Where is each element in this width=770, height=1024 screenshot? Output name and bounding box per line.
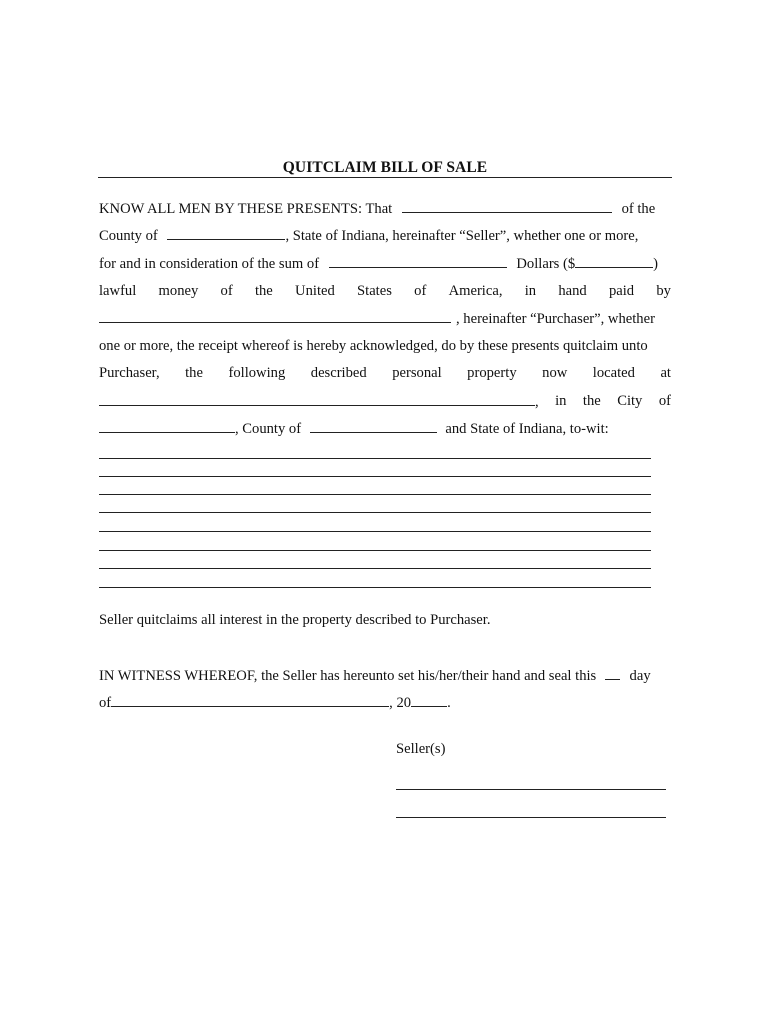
para1-line2 [99, 226, 671, 245]
para1-line6 [99, 337, 671, 355]
property-county-blank[interactable] [310, 419, 437, 433]
county-of-2-text: , County of [235, 421, 302, 437]
word-now: now [542, 365, 568, 381]
of-the-text: of the [621, 201, 656, 217]
description-line-8[interactable] [99, 587, 651, 588]
word-located: located [592, 365, 635, 381]
location-comma: , [535, 394, 539, 410]
para1-line8 [99, 392, 671, 411]
purchaser-name-blank[interactable] [99, 309, 451, 323]
word-following: following [228, 365, 286, 381]
witness-line1 [99, 666, 671, 685]
description-line-6[interactable] [99, 550, 651, 551]
day-text: day [629, 668, 651, 684]
state-of-indiana-seller-text: , State of Indiana, hereinafter “Seller”, whether one or more, [285, 228, 639, 244]
word-the: the [254, 283, 273, 299]
para1-line9 [99, 419, 671, 438]
sum-words-blank[interactable] [329, 254, 507, 268]
close-paren-text: ) [653, 256, 659, 272]
title-rule [98, 177, 672, 178]
year-blank[interactable] [411, 693, 447, 707]
word-money: money [158, 283, 199, 299]
in-witness-text: IN WITNESS WHEREOF, the Seller has hereunto set his/her/their hand and seal this [99, 668, 597, 684]
para1-line1 [99, 199, 671, 218]
word-of: of [220, 283, 233, 299]
description-line-5[interactable] [99, 531, 651, 532]
seller-statement: Seller quitclaims all interest in the property described to Purchaser. [99, 612, 491, 628]
year-prefix-text: , 20 [389, 695, 412, 711]
of-text: of [99, 695, 112, 711]
word-states: States [357, 283, 392, 299]
word-at: at [660, 365, 671, 381]
word-in-2: in [555, 393, 567, 409]
state-to-wit-text: and State of Indiana, to-wit: [445, 421, 609, 437]
description-line-1[interactable] [99, 458, 651, 459]
para1-line4 [99, 282, 671, 300]
description-line-3[interactable] [99, 494, 651, 495]
para1-line5 [99, 309, 671, 328]
seller-label: Seller(s) [396, 741, 446, 757]
receipt-acknowledged-text: one or more, the receipt whereof is hereby acknowledged, do by these presents quitclaim unto [99, 338, 648, 354]
para1-line7 [99, 364, 671, 382]
word-purchaser: Purchaser, [99, 365, 160, 381]
word-paid: paid [608, 283, 635, 299]
word-the-3: the [582, 393, 601, 409]
description-line-4[interactable] [99, 512, 651, 513]
county-of-text: County of [99, 228, 158, 244]
word-property: property [467, 365, 517, 381]
word-united: United [295, 283, 335, 299]
seller-signature-line-1[interactable] [396, 789, 666, 790]
word-in: in [524, 283, 537, 299]
month-blank[interactable] [111, 693, 389, 707]
dollars-text: Dollars ($ [516, 256, 576, 272]
consideration-text: for and in consideration of the sum of [99, 256, 320, 272]
know-all-men-text: KNOW ALL MEN BY THESE PRESENTS: That [99, 201, 393, 217]
seller-county-blank[interactable] [167, 226, 285, 240]
hereinafter-purchaser-text: , hereinafter “Purchaser”, whether [456, 311, 655, 327]
location-blank[interactable] [99, 392, 535, 406]
word-of-2: of [414, 283, 427, 299]
word-city: City [617, 393, 643, 409]
word-hand: hand [558, 283, 587, 299]
word-lawful: lawful [99, 283, 137, 299]
document-title: QUITCLAIM BILL OF SALE [282, 159, 488, 176]
word-described: described [310, 365, 367, 381]
para1-line3 [99, 254, 671, 273]
period-text: . [447, 695, 451, 711]
sum-amount-blank[interactable] [575, 254, 653, 268]
seller-signature-line-2[interactable] [396, 817, 666, 818]
word-personal: personal [392, 365, 442, 381]
description-line-7[interactable] [99, 568, 651, 569]
word-america: America, [448, 283, 503, 299]
day-blank[interactable] [605, 666, 620, 680]
word-of-3: of [658, 393, 671, 409]
city-blank[interactable] [99, 419, 235, 433]
witness-line2 [99, 693, 671, 712]
location-group [99, 392, 539, 411]
word-by: by [656, 283, 671, 299]
seller-name-blank[interactable] [402, 199, 612, 213]
word-the-2: the [185, 365, 203, 381]
description-line-2[interactable] [99, 476, 651, 477]
